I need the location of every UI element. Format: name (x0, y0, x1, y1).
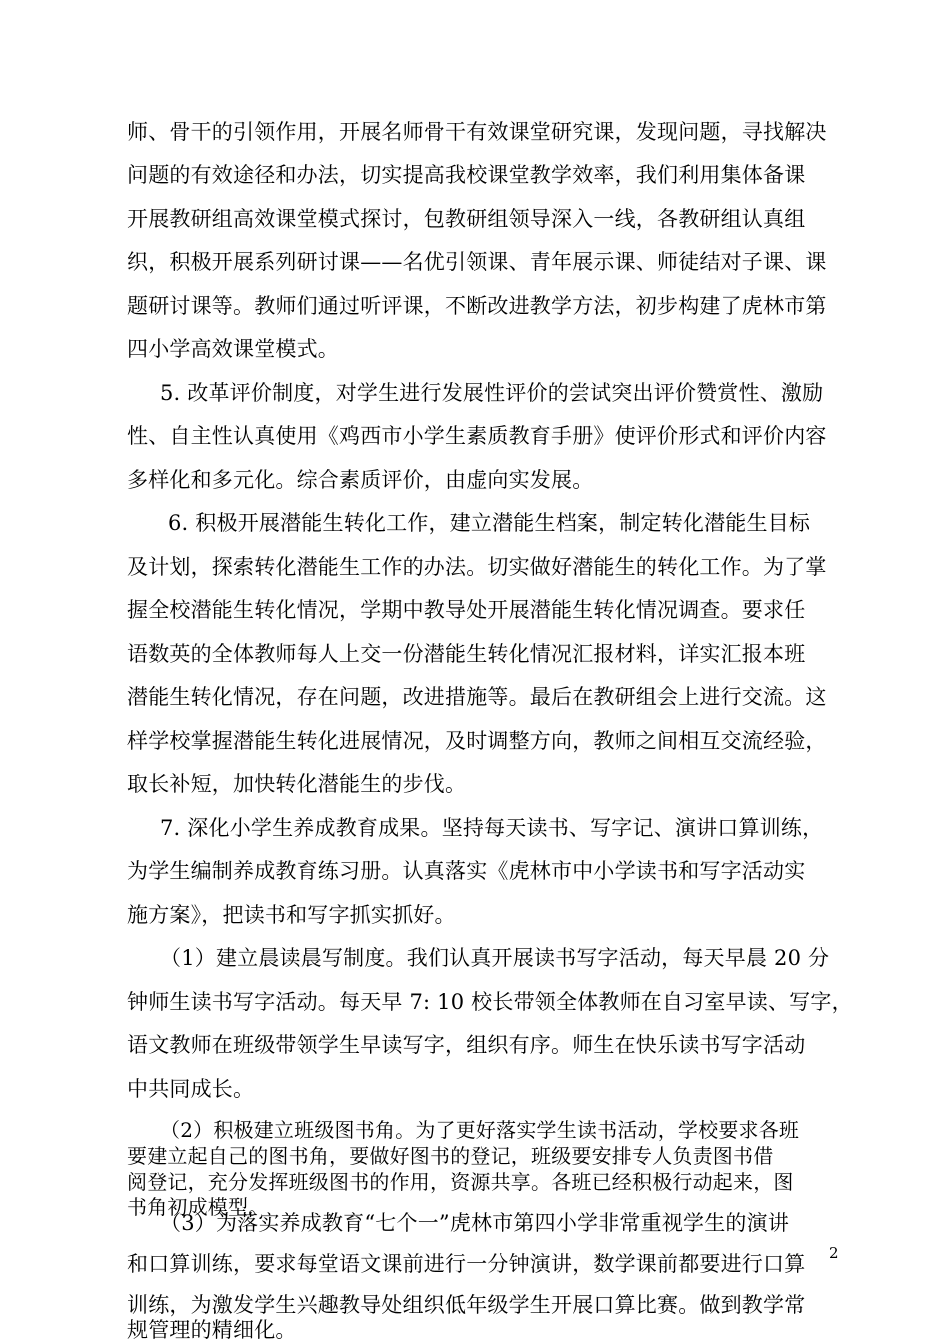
text-line: 训练，为激发学生兴趣教导处组织低年级学生开展口算比赛。做到教学常 (127, 1293, 806, 1317)
text-line: 语数英的全体教师每人上交一份潜能生转化情况汇报材料，详实汇报本班 (127, 642, 806, 666)
page-number: 2 (829, 1244, 839, 1262)
text-line: 书角初成模型。 (127, 1195, 269, 1219)
text-line: 样学校掌握潜能生转化进展情况，及时调整方向，教师之间相互交流经验， (127, 729, 827, 753)
text-line: 为学生编制养成教育练习册。认真落实《虎林市中小学读书和写字活动实 (127, 859, 806, 883)
text-line: （2）积极建立班级图书角。为了更好落实学生读书活动，学校要求各班 (160, 1118, 800, 1142)
text-line: 施方案》，把读书和写字抓实抓好。 (127, 903, 456, 927)
text-line: 钟师生读书写字活动。每天早 7: 10 校长带领全体教师在自习室早读、写字， (127, 990, 853, 1014)
text-line: 语文教师在班级带领学生早读写字，组织有序。师生在快乐读书写字活动 (127, 1033, 806, 1057)
text-line: 问题的有效途径和办法，切实提高我校课堂教学效率，我们利用集体备课 (127, 163, 806, 187)
text-line: 7. 深化小学生养成教育成果。坚持每天读书、写字记、演讲口算训练， (160, 816, 824, 840)
text-line: 要建立起自己的图书角，要做好图书的登记，班级要安排专人负责图书借 (127, 1144, 774, 1168)
text-line: 中共同成长。 (127, 1077, 255, 1101)
text-line: 规管理的精细化。 (127, 1318, 297, 1342)
text-line: 6. 积极开展潜能生转化工作，建立潜能生档案，制定转化潜能生目标 (168, 511, 811, 535)
text-line: 四小学高效课堂模式。 (127, 337, 339, 361)
text-line: 潜能生转化情况，存在问题，改进措施等。最后在教研组会上进行交流。这 (127, 685, 827, 709)
text-line: 题研讨课等。教师们通过听评课，不断改进教学方法，初步构建了虎林市第 (127, 294, 827, 318)
text-line: 握全校潜能生转化情况，学期中教导处开展潜能生转化情况调查。要求任 (127, 598, 806, 622)
text-line: 阅登记，充分发挥班级图书的作用，资源共享。各班已经积极行动起来，图 (127, 1170, 794, 1194)
text-line: 5. 改革评价制度，对学生进行发展性评价的尝试突出评价赞赏性、激励 (160, 381, 824, 405)
text-line: 多样化和多元化。综合素质评价，由虚向实发展。 (127, 468, 594, 492)
text-line: 和口算训练，要求每堂语文课前进行一分钟演讲，数学课前都要进行口算 (127, 1252, 806, 1276)
text-line: 取长补短，加快转化潜能生的步伐。 (127, 772, 467, 796)
text-line: （3）为落实养成教育“七个一”虎林市第四小学非常重视学生的演讲 (160, 1211, 790, 1235)
text-line: 开展教研组高效课堂模式探讨，包教研组领导深入一线，各教研组认真组 (127, 207, 806, 231)
text-line: 性、自主性认真使用《鸡西市小学生素质教育手册》使评价形式和评价内容 (127, 424, 827, 448)
text-line: 师、骨干的引领作用，开展名师骨干有效课堂研究课，发现问题，寻找解决 (127, 120, 827, 144)
text-line: 织，积极开展系列研讨课——名优引领课、青年展示课、师徒结对子课、课 (127, 250, 827, 274)
text-line: （1）建立晨读晨写制度。我们认真开展读书写字活动，每天早晨 20 分 (160, 946, 830, 970)
text-line: 及计划，探索转化潜能生工作的办法。切实做好潜能生的转化工作。为了掌 (127, 555, 827, 579)
